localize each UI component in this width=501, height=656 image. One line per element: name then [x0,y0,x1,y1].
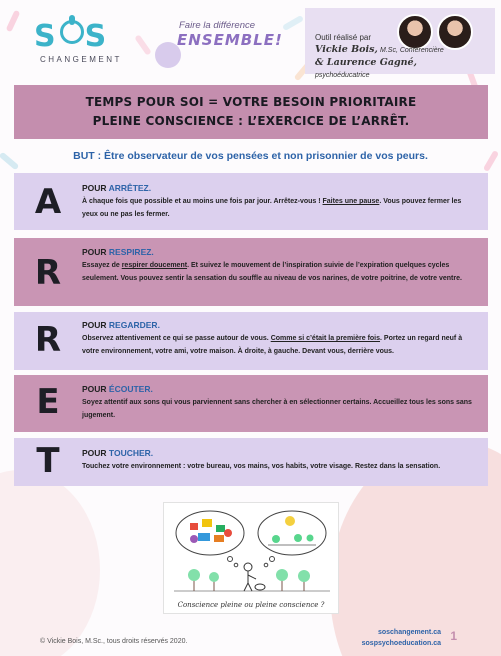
step-text: Touchez votre environnement : votre bureau, vos mains, vos habits, votre visage. Restez dans la sensation. [82,463,441,470]
step-heading: POUR ÉCOUTER. [82,384,153,394]
step-content [82,448,474,473]
faire-line1: Faire la différence [179,20,256,31]
step-text: Soyez attentif aux sons qui vous parviennent sans chercher à en sélectionner certains. Accueillez tous les sons sans jugement. [82,399,472,419]
title-line1: TEMPS POUR SOI = VOTRE BESOIN PRIORITAIRE [85,95,417,109]
step-heading: POUR TOUCHER. [82,448,154,458]
step-content [82,247,474,285]
step-letter: R [34,253,62,293]
link-sospsychoeducation[interactable]: sospsychoeducation.ca [361,640,441,647]
step-row-respirez [14,238,488,306]
step-text: Observez attentivement ce qui se passe autour de vous. Comme si c’était la première fois. Portez un regard neuf à votre environnement, votre ami, votre maison. À droite, à gauche. Devant vous, derrière vous. [82,335,463,355]
step-heading: POUR REGARDER. [82,320,160,330]
authors-box [305,8,495,79]
step-content [82,320,474,358]
footer-links [362,627,441,649]
copyright-text: © Vickie Bois, M.Sc., tous droits réservés 2020. [40,638,188,645]
title-band [14,85,488,139]
link-soschangement[interactable]: soschangement.ca [377,629,441,636]
step-content [82,183,474,221]
logo-circle-icon [60,20,84,44]
author2-name: & Laurence Gagné, [315,57,417,68]
page-number: 1 [450,629,457,643]
step-letter: R [34,320,62,360]
step-letter: T [36,441,60,481]
author1-role: M.Sc, Conférencière [380,47,444,54]
step-text: Essayez de respirer doucement. Et suivez le mouvement de l’inspiration suivie de l’expiration quelques cycles seulement. Vous pouvez sentir la sensation du souffle au niveau de vos narines, de votre poitrine, de votre ventre. [82,262,462,282]
step-letter: A [34,182,62,222]
flower-icon [155,42,181,68]
faire-la-difference-logo [165,20,283,68]
step-row-ecouter [14,375,488,432]
mindfulness-illustration [163,502,339,614]
logo-subtitle: CHANGEMENT [40,55,122,64]
step-text: À chaque fois que possible et au moins une fois par jour. Arrêtez-vous ! Faites une pause. Vous pouvez fermer les yeux ou ne pas les fermer. [82,198,462,218]
step-row-regarder [14,312,488,370]
step-letter: E [36,382,60,422]
goal-text: BUT : Être observateur de vos pensées et non prisonnier de vos peurs. [73,150,428,162]
page-header [0,0,501,80]
logo-title: S S [34,19,110,54]
sos-changement-logo[interactable] [34,20,124,70]
step-row-toucher [14,438,488,486]
step-row-arretez [14,173,488,230]
author1-name: Vickie Bois, [315,44,378,55]
step-heading: POUR ARRÊTEZ. [82,183,152,193]
title-line2: PLEINE CONSCIENCE : L’EXERCICE DE L’ARRÊT. [92,114,410,128]
step-heading: POUR RESPIREZ. [82,247,154,257]
illustration-caption: Conscience pleine ou pleine conscience ? [177,601,325,609]
author2-role: psychoéducatrice [315,72,370,79]
illustration-drawing [164,503,340,615]
authors-text [315,32,455,82]
step-content [82,384,474,422]
faire-line2: ENSEMBLE! [177,31,283,49]
outil-label: Outil réalisé par [315,33,372,42]
